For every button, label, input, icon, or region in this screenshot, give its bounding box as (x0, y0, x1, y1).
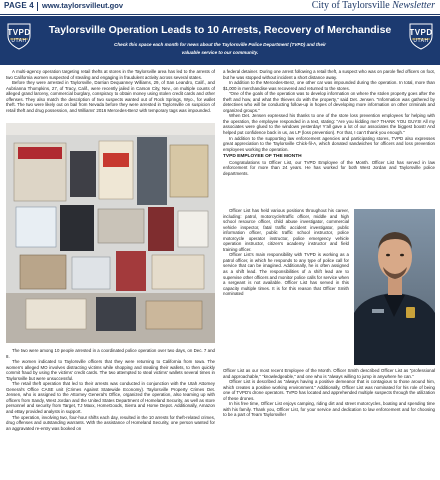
article-paragraph: Officer List's main responsibility with TVPD is working as a patrol officer, in which he responds to any type of police call for service that can be imagined. Additionally, he is often assigned as a shift lead. The responsibilities of a shift lead are to supervise other officers and monitor police calls for service when a sergeant is not available. Officer List has served in this capacity multiple times. It is for this reason that Officer Smith nominated (223, 252, 349, 297)
photo-caption: The two were among 10 people arrested in a coordinated police operation over two days, on Dec. 7 and 8. (6, 348, 215, 359)
article-paragraph: Officer List as our most recent Employee of the Month. Officer Smith described Officer List as "professional and approachable," "knowledgeable," and one who is "always willing to jump in anywhere he can." (223, 368, 435, 379)
header-divider (37, 2, 38, 11)
article-paragraph: Officer List is described as "always having a positive demeanor that is contagious to those around him, which creates a positive working environment." Additionally, Officer List was nominated for his role of being one of TVPD's drone operators. TVPD has located and apprehended multiple suspects through the utilization of these drones. (223, 379, 435, 401)
article-paragraph: Officer List has held various positions throughout his career, including: patrol, motorcycle/traffic officer, middle and high school resource officer, child abuse investigator, commercial vehicle inspector, fatal traffic accident investigator, public information officer, public traffic school instructor, police motorcycle operator instructor, police emergency vehicle operation instructor, citizen's academy instructor and field training officer. (223, 208, 349, 252)
article-paragraph: A multi-agency operation targeting retail thefts at stores in the Taylorsville area has led to the arrests of two California women suspected of stealing and engaging in fraudulent activity across several states. (6, 69, 215, 80)
tvpd-badge-logo-left (5, 22, 33, 50)
city-name: City of Taylorsville (311, 0, 390, 11)
article-headline: Taylorsville Operation Leads to 10 Arrests, Recovery of Merchandise (48, 24, 392, 36)
officer-portrait-photo (354, 209, 435, 365)
recovered-merchandise-photo (6, 123, 215, 343)
page-number: PAGE 4 (4, 1, 34, 10)
website-link[interactable]: www.taylorsvilleut.gov (42, 1, 123, 10)
newsletter-title (312, 0, 435, 11)
article-paragraph: Before they were arrested in Taylorsville, Darrian Dequanney Williams, 29, of San Leandro, Calif., and Aubrianna Thompkins, 27, of Tracy, Calif., were recently jailed in Carson City, Nev., on multiple counts of alleged grand larceny, commercial burglary, conspiracy to obtain money using stolen credit cards and other offenses. They also match the description of two suspects wanted out of Rock Springs, Wyo., for wallet theft. The two were likely out on bail from Nevada before they were arrested in Taylorsville on suspicion of retail theft and drug possession, and Williams' 2016 Mercedes-Benz with temporary tags was impounded. (6, 80, 215, 113)
article-paragraph: The retail theft operation that led to their arrests was conducted in conjunction with the Utah Attorney General's Office CASE unit (Crimes Against Statewide Economy). Taylorsville Property Crimes Det. Jensen, who is assigned to the Attorney General's Office, organized the operation, also teaming up with officers from Sandy, West Jordan and the United States Department of Homeland Security, as well as store personnel and security from Target, TJ Maxx, HomeGoods, Sierra and Home Depot. Additionally, Amazon and eBay provided analysts in support. (6, 381, 215, 415)
article-paragraph: The operation, involving two, four-hour shifts each day, resulted in the 10 arrests for theft-related crimes, drug offenses and outstanding warrants. With the assistance of Homeland Security, one person wanted for an aggravated re-entry was booked on (6, 414, 215, 431)
newsletter-word: Newsletter (392, 0, 435, 11)
employee-of-month-heading: TVPD EMPLOYEE OF THE MONTH (223, 154, 302, 160)
logo-left-text: TVPD (7, 28, 31, 37)
article-paragraph: In his free time, Officer List enjoys camping, riding dirt and street motorcycles, boating and spending time with his family. Thank you, Officer List, for your service and dedication to law enforcement and for choosing to be a part of Team Taylorsville! (223, 401, 435, 418)
tvpd-badge-logo-right (407, 22, 435, 50)
article-column-left-bottom (6, 348, 215, 431)
article-paragraph: The women indicated to Taylorsville officers that they were returning to California from Iowa. The women's alleged MO involves distracting victims while shopping and stealing their wallets, to then quickly commit fraud by using the victims' credit cards. The two attempted to steal victims' wallets several times in Taylorsville but were unsuccessful. (6, 359, 215, 381)
article-paragraph: When Det. Jensen expressed his thanks to one of the store loss prevention employees for helping with the operation, the employee responded in a text, stating: "Are you kidding me? THANK YOU GUYS! All my associates were glued to the windows yesterday! Y'all gave a lot of our associates the biggest boost! And helped put confidence back in us, as LP (loss prevention). For that, I can't thank you enough." (223, 113, 435, 136)
article-paragraph: In addition to the supporting law enforcement agencies and participating stores, TVPD also expresses great appreciation to the Taylorsville Chick-fil-A, which donated sandwiches for officers and loss prevention employees working the operation. (223, 135, 435, 152)
article-paragraph: a federal detainer. During one arrest following a retail theft, a suspect who was on parole fled officers on foot, but he was stopped without incident a short distance away. (223, 69, 435, 80)
article-paragraph: In addition to the Mercedes-Benz, one other car was impounded during the operation. In total, more than $1,000 in merchandise was recovered and returned to the stores. (223, 80, 435, 91)
article-column-right-narrow (223, 208, 349, 297)
logo-right-text: TVPD (409, 28, 433, 37)
logo-right-subtext: UTAH (413, 38, 429, 44)
banner-subhead: Check this space each month for news about the Taylorsville Police Department (TVPD) and their valuable service to our community. (114, 42, 326, 55)
article-column-right-bottom (223, 368, 435, 418)
page-header (0, 0, 440, 15)
article-column-left-top (6, 69, 215, 113)
article-paragraph: Congratulations to Officer List, our TVPD Employee of the Month. Officer List has served in law enforcement for more than 24 years. He has worked for both West Jordan and Taylorsville police departments. (223, 159, 435, 176)
article-column-right-top (223, 69, 435, 176)
logo-left-subtext: UTAH (11, 38, 27, 44)
article-paragraph: "One of the goals of the operation was to develop information on where the stolen property goes after the theft and how, and what the thieves do with the property," said Det. Jensen. "Information was gathered by detectives who will be conducting follow-up in hopes of developing more information on other criminals and organized groups." (223, 91, 435, 113)
